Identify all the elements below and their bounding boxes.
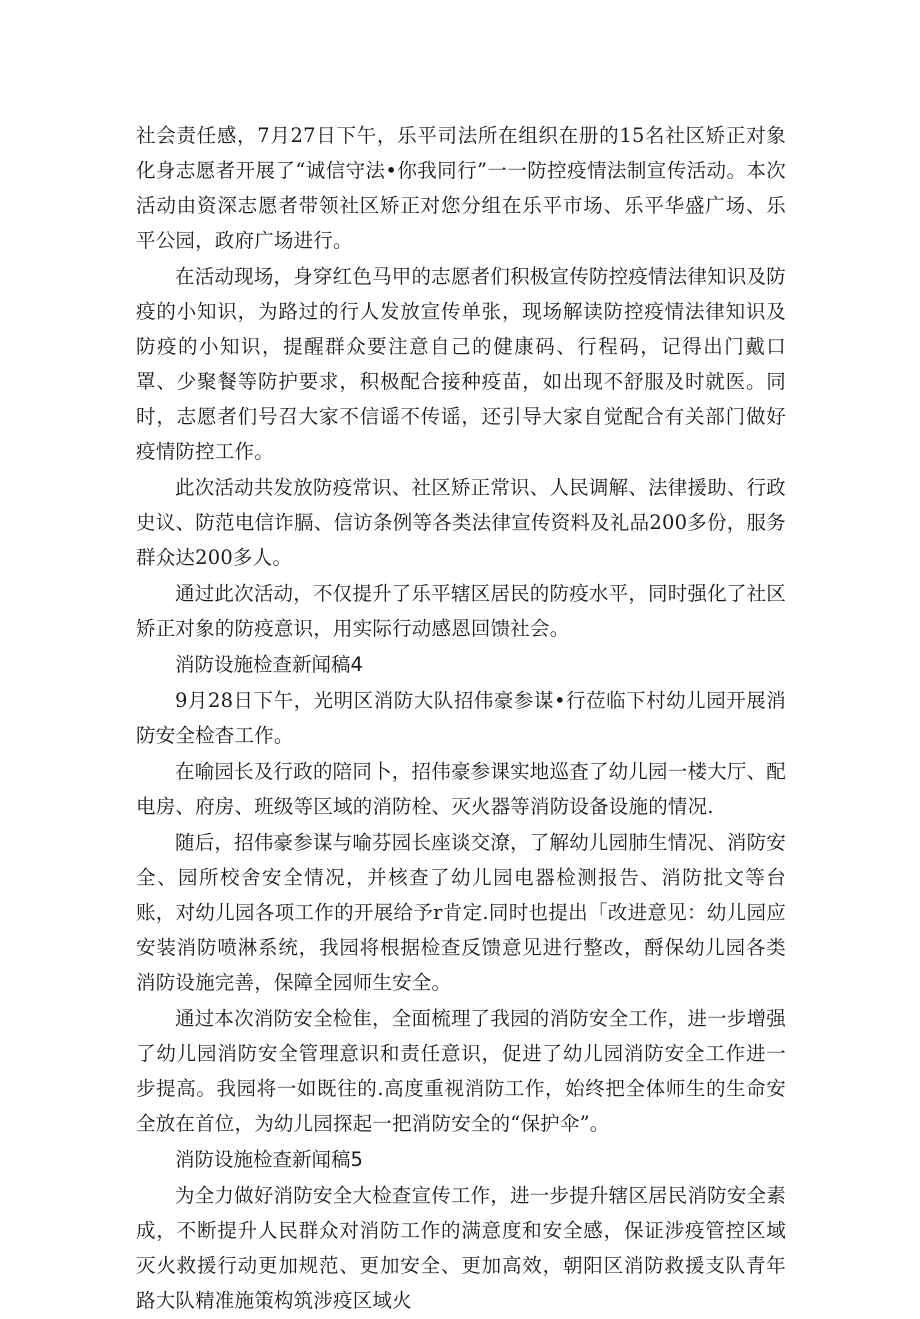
paragraph-4: 通过此次活动，不仅提升了乐平辖区居民的防疫水平，同时强化了社区矫正对象的防疫意识，用实际行动感恩回馈社会。 — [136, 582, 786, 640]
paragraph-2: 在活动现场，身穿红色马甲的志愿者们积极宣传防控疫情法律知识及防疫的小知识，为路过的行人发放宣传单张，现场解读防控疫情法律知识及防疫的小知识，提醒群众要注意自己的健康码、行程码，记得出门戴口罩、少聚餐等防护要求，积极配合接种疫苗，如出现不舒服及时就医。同时，志愿者们号召大家不信谣不传谣，还引导大家自觉配合有关部门做好疫情防控工作。 — [136, 265, 786, 463]
paragraph-3: 此次活动共发放防疫常识、社区矫正常识、人民调解、法律援助、行政史议、防范电信诈膈、信访条例等各类法律宣传资料及礼品200多份，服务群众达200多人。 — [136, 476, 786, 569]
paragraph-7: 随后，招伟豪参谋与喻芬园长座谈交潦，了解幼儿园肺生情况、消防安全、园所校舍安全情况，并核查了幼儿园电器检测报告、消防批文等台账，对幼儿园各项工作的开展给予r肯定.同时也提出「改进意见：幼儿园应安装消防喷淋系统，我园将根据检查反馈意见进行整改，酹保幼儿园各类消防设施完善，保障全园师生安全。 — [136, 831, 786, 994]
paragraph-6: 在喻园长及行政的陪同卜，招伟豪参课实地巡査了幼儿园一楼大厅、配电房、府房、班级等区域的消防栓、灭火器等消防设备设施的情况. — [136, 760, 786, 818]
paragraph-5: 9月28日下午，光明区消防大队招伟豪参谋•行莅临下村幼儿园开展消防安全检杳工作。 — [136, 689, 786, 747]
section-heading-4: 消防设施检查新闻稿4 — [175, 653, 363, 676]
paragraph-1: 社会责任感，7月27日下午，乐平司法所在组织在册的15名社区矫正对象化身志愿者开展了“诚信守法•你我同行”一一防控疫情法制宣传活动。本次活动由资深志愿者带领社区矫正对您分组在乐平市场、乐平华盛广场、乐平公园，政府广场进行。 — [136, 124, 786, 252]
document-body — [136, 118, 786, 1319]
paragraph-8: 通过本次消防安全检隹，全面梳理了我园的消防安全工作，进一步增强了幼儿园消防安全管理意识和责任意识，促进了幼儿园消防安全工作进一步提高。我园将一如既往的.高度重视消防工作，始终把全体师生的生命安全放在首位，为幼儿园探起一把消防安全的“保护伞”。 — [136, 1007, 786, 1135]
paragraph-9: 为全力做好消防安全大检查宣传工作，进一步提升辖区居民消防安全素成，不断提升人民群众对消防工作的满意度和安全感，保证涉疫管控区域灭火救援行动更加规范、更加安全、更加高效，朝阳区消防救援支队青年路大队精准施策构筑涉疫区域火 — [136, 1184, 786, 1312]
section-heading-5: 消防设施检查新闻稿5 — [175, 1148, 363, 1171]
